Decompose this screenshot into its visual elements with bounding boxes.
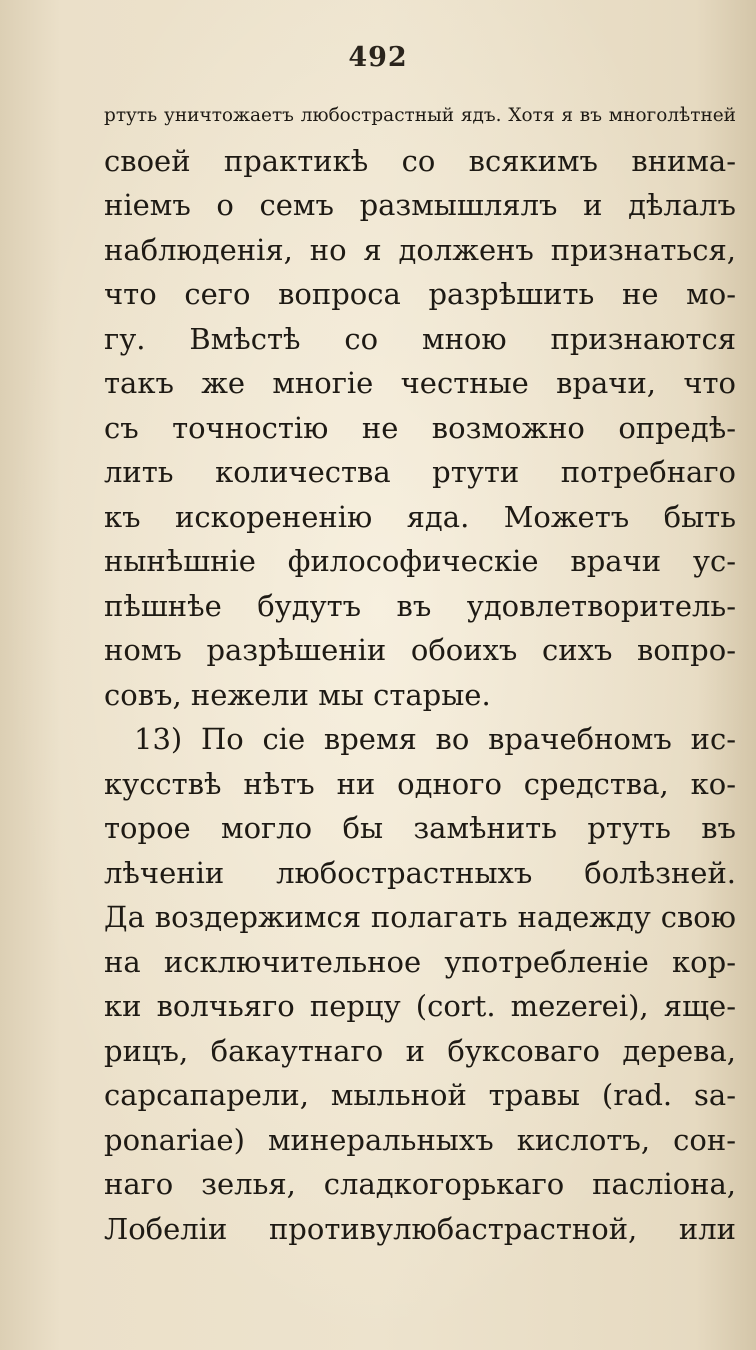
text-line: совъ, нежели мы старые. <box>104 677 491 712</box>
text-line: ртуть уничтожаетъ любострастный ядъ. Хотя я въ многолѣтней <box>104 105 736 126</box>
text-line: гу. Вмѣстѣ со мною признаются <box>104 321 736 356</box>
text-line: сарсапарели, мыльной травы (rad. sa- <box>104 1078 736 1112</box>
text-line: пѣшнѣе будутъ въ удовлетворитель- <box>104 588 736 623</box>
text-line: наго зелья, сладкогорькаго пасліона, <box>104 1167 736 1201</box>
body-text <box>104 94 736 1251</box>
text-line: кусствѣ нѣтъ ни одного средства, ко- <box>104 766 736 801</box>
text-line: лить количества ртути потребнаго <box>104 455 736 489</box>
text-line: Да воздержимся полагать надежду свою <box>104 900 736 934</box>
text-line: рицъ, бакаутнаго и буксоваго дерева, <box>104 1033 736 1068</box>
text-line: съ точностію не возможно опредѣ- <box>104 410 736 445</box>
text-line: торое могло бы замѣнить ртуть въ <box>104 811 736 845</box>
text-line: лѣченіи любострастныхъ болѣзней. <box>104 855 736 890</box>
text-line: къ искорененію яда. Можетъ быть <box>104 499 736 534</box>
text-line: своей практикѣ со всякимъ внима- <box>104 143 736 178</box>
text-line: нынѣшніе философическіе врачи ус- <box>104 544 736 578</box>
text-line: что сего вопроса разрѣшить не мо- <box>104 277 736 311</box>
text-line: ponariae) минеральныхъ кислотъ, сон- <box>104 1122 736 1157</box>
text-line: номъ разрѣшеніи обоихъ сихъ вопро- <box>104 633 736 667</box>
text-line: Лобеліи противулюбастрастной, или <box>104 1211 736 1246</box>
page-number: 492 <box>348 42 408 73</box>
text-line: наблюденія, но я долженъ признаться, <box>104 232 736 267</box>
text-line: на исключительное употребленіе кор- <box>104 944 736 979</box>
text-line: 13) По сіе время во врачебномъ ис- <box>134 722 736 756</box>
text-line: ки волчьяго перцу (cort. mezerei), яще- <box>104 989 736 1023</box>
text-line: такъ же многіе честные врачи, что <box>104 366 736 400</box>
text-line: ніемъ о семъ размышлялъ и дѣлалъ <box>104 188 736 222</box>
